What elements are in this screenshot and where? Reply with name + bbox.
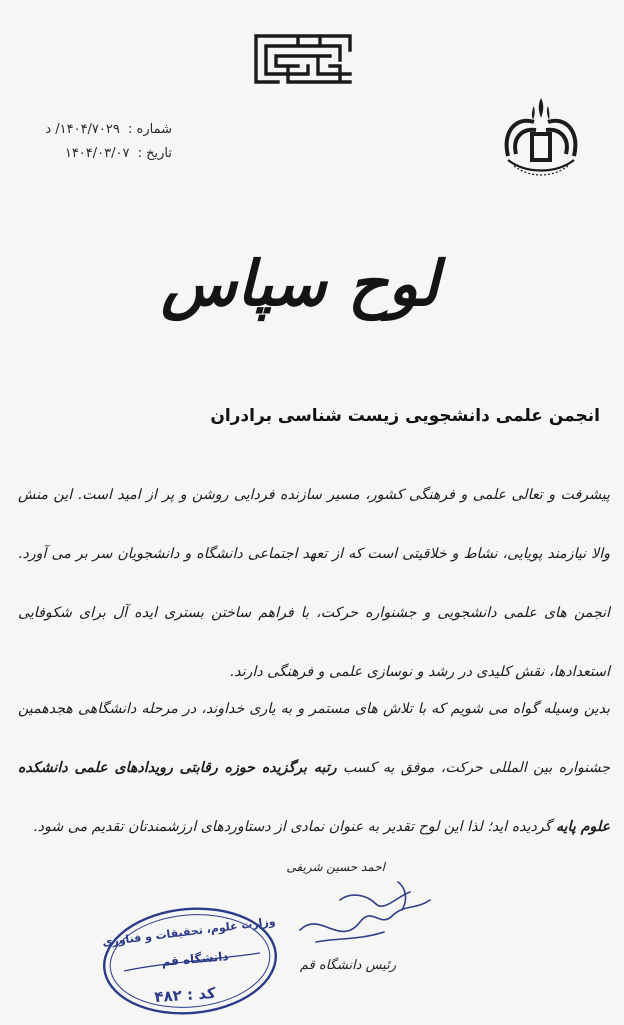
letter-number-label: شماره : bbox=[128, 122, 172, 137]
signer-name: احمد حسین شریفی bbox=[286, 860, 385, 874]
stamp-university-text: دانشگاه قم bbox=[161, 949, 229, 969]
basmala-calligraphy-icon bbox=[248, 30, 358, 88]
letter-date-value: ۱۴۰۴/۰۳/۰۷ bbox=[64, 146, 130, 161]
paragraph-2-end: گردیده اید؛ لذا این لوح تقدیر به عنوان نمادی از دستاوردهای ارزشمندتان تقدیم می شود. bbox=[33, 819, 556, 835]
university-of-qom-logo-icon bbox=[496, 92, 586, 182]
stamp-ministry-text: وزارت علوم، تحقیقات و فناوری bbox=[101, 914, 277, 949]
letter-date-row bbox=[22, 142, 172, 166]
recipient-heading: انجمن علمی دانشجویی زیست شناسی برادران bbox=[210, 406, 600, 426]
stamp-code-text: کد : ۴۸۲ bbox=[153, 983, 217, 1007]
paragraph-2-start: بدین وسیله گواه می شویم که با تلاش های مستمر و به یاری خداوند، در مرحله دانشگاهی هجدهمین جشنواره بین المللی حرکت، موفق به کسب bbox=[18, 701, 610, 776]
letter-number-row bbox=[22, 118, 172, 142]
letter-date-label: تاریخ : bbox=[137, 146, 172, 161]
handwritten-signature-icon bbox=[280, 870, 450, 960]
letter-meta bbox=[22, 118, 172, 166]
body-paragraph-1: پیشرفت و تعالی علمی و فرهنگی کشور، مسیر سازنده فردایی روشن و پر از امید است. این منش والا نیازمند پویایی، نشاط و خلاقیتی است که از تعهد اجتماعی دانشگاه و دانشجویان سر بر می آورد. انجمن های علمی دانشجویی و جشنواره حرکت، با فراهم ساختن بستری ایده آل برای شکوفایی استعدادها، نقش کلیدی در رشد و نوسازی علمی و فرهنگی دارند. bbox=[18, 487, 610, 680]
award-title: رتبه برگزیده حوزه رقابتی رویدادهای علمی دانشکده علوم پایه bbox=[18, 760, 610, 835]
letter-number-value: ۱۴۰۴/۷۰۲۹/ د bbox=[45, 122, 120, 137]
signer-role: رئیس دانشگاه قم bbox=[299, 958, 396, 973]
body-paragraph-2 bbox=[18, 680, 610, 857]
certificate-title: لوح سپاس bbox=[161, 246, 439, 320]
